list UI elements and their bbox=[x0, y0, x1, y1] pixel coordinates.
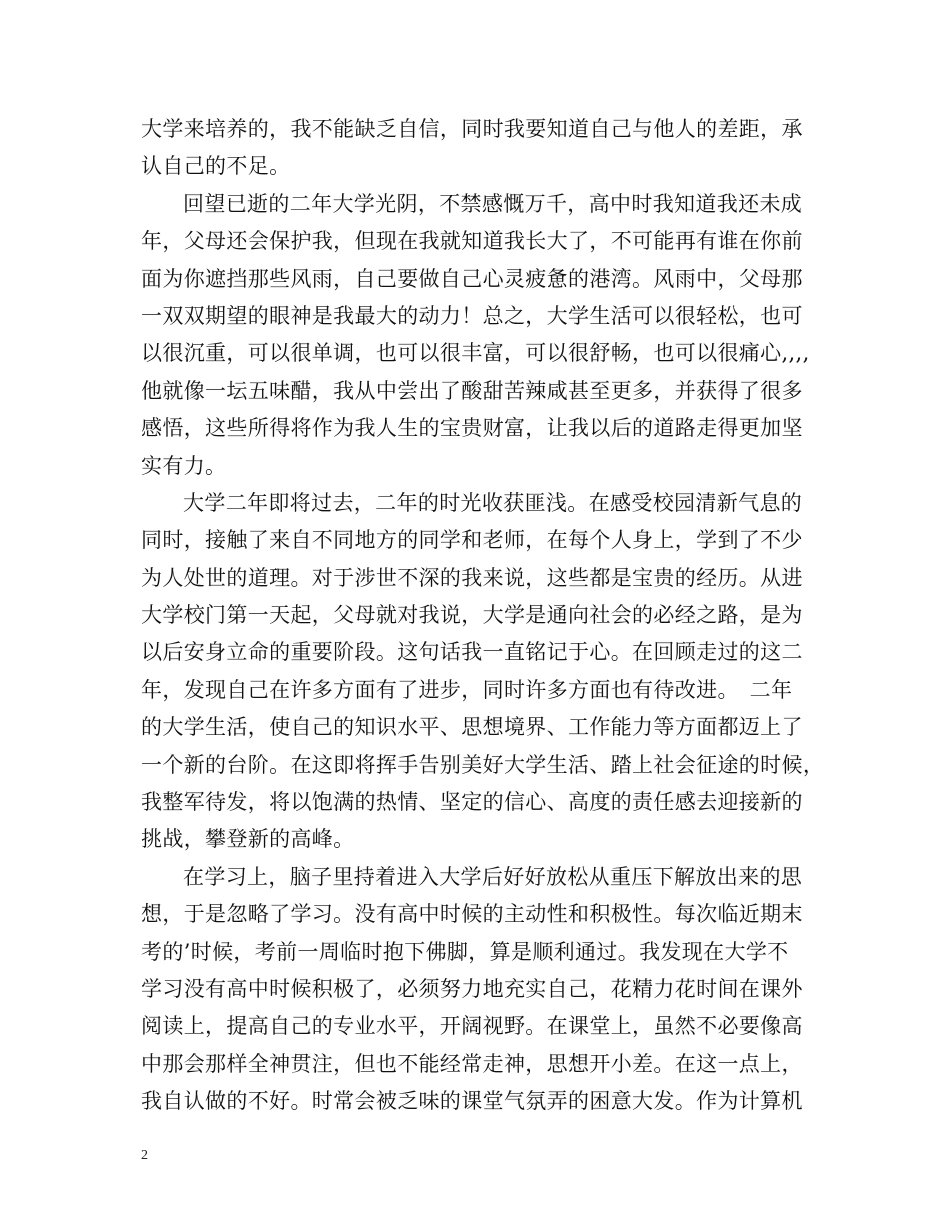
text-line: 感悟，这些所得将作为我人生的宝贵财富，让我以后的道路走得更加坚 bbox=[141, 416, 803, 441]
paragraph bbox=[141, 186, 821, 485]
text-line: 想，于是忽略了学习。没有高中时候的主动性和积极性。每次临近期末 bbox=[141, 902, 803, 927]
text-line: 一双双期望的眼神是我最大的动力！总之，大学生活可以很轻松，也可 bbox=[141, 303, 803, 328]
text-line: 我自认做的不好。时常会被乏味的课堂气氛弄的困意大发。作为计算机 bbox=[141, 1089, 803, 1114]
text-line: 认自己的不足。 bbox=[141, 154, 291, 179]
paragraph bbox=[141, 111, 821, 186]
text-line: 为人处世的道理。对于涉世不深的我来说，这些都是宝贵的经历。从进 bbox=[141, 565, 803, 590]
body-text bbox=[141, 111, 825, 1121]
text-line: 面为你遮挡那些风雨，自己要做自己心灵疲惫的港湾。风雨中，父母那 bbox=[141, 266, 803, 291]
text-line: 学习没有高中时候积极了，必须努力地充实自己，花精力花时间在课外 bbox=[141, 976, 803, 1001]
paragraph bbox=[141, 485, 825, 859]
text-line: 我整军待发，将以饱满的热情、坚定的信心、高度的责任感去迎接新的 bbox=[141, 790, 803, 815]
text-line: 以后安身立命的重要阶段。这句话我一直铭记于心。在回顾走过的这二 bbox=[141, 640, 803, 665]
paragraph bbox=[141, 859, 821, 1121]
text-line: 大学来培养的，我不能缺乏自信，同时我要知道自己与他人的差距，承 bbox=[141, 117, 803, 141]
text-line: 阅读上，提高自己的专业水平，开阔视野。在课堂上，虽然不必要像高 bbox=[141, 1014, 803, 1039]
text-line: 中那会那样全神贯注，但也不能经常走神，思想开小差。在这一点上， bbox=[141, 1051, 803, 1076]
text-line: 大学校门第一天起，父母就对我说，大学是通向社会的必经之路，是为 bbox=[141, 603, 803, 628]
text-line: 回望已逝的二年大学光阴，不禁感慨万千，高中时我知道我还未成 bbox=[183, 191, 803, 216]
page-number: 2 bbox=[141, 1148, 148, 1163]
text-line: 在学习上，脑子里持着进入大学后好好放松从重压下解放出来的思 bbox=[183, 864, 803, 889]
text-line: 挑战，攀登新的高峰。 bbox=[141, 827, 355, 852]
text-line: 实有力。 bbox=[141, 453, 227, 478]
text-line: 考的’时候，考前一周临时抱下佛脚，算是顺利通过。我发现在大学不 bbox=[141, 939, 789, 964]
text-line: 以很沉重，可以很单调，也可以很丰富，可以很舒畅，也可以很痛心,,,, bbox=[141, 341, 810, 366]
text-line: 年，父母还会保护我，但现在我就知道我长大了，不可能再有谁在你前 bbox=[141, 229, 803, 254]
text-line: 同时，接触了来自不同地方的同学和老师，在每个人身上，学到了不少 bbox=[141, 528, 803, 553]
text-line: 年，发现自己在许多方面有了进步，同时许多方面也有待改进。 二年 bbox=[141, 677, 793, 702]
text-line: 他就像一坛五味醋，我从中尝出了酸甜苦辣咸甚至更多，并获得了很多 bbox=[141, 378, 803, 403]
text-line: 大学二年即将过去，二年的时光收获匪浅。在感受校园清新气息的 bbox=[183, 490, 803, 515]
text-line: 一个新的台阶。在这即将挥手告别美好大学生活、踏上社会征途的时候， bbox=[141, 752, 825, 777]
text-line: 的大学生活，使自己的知识水平、思想境界、工作能力等方面都迈上了 bbox=[141, 715, 803, 740]
